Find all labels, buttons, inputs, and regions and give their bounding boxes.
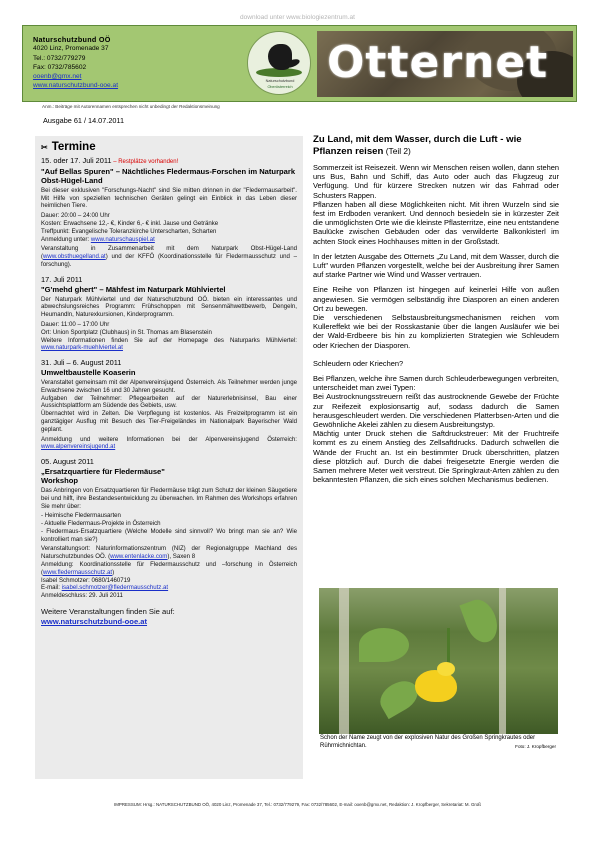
event-subtitle: Workshop [41, 475, 78, 485]
email-link[interactable]: ooenb@gmx.net [33, 73, 82, 81]
photo-caption [320, 735, 556, 750]
events-column [35, 136, 303, 779]
event-date-text: 15. oder 17. Juli 2011 [41, 156, 112, 165]
article-title-part: (Teil 2) [383, 145, 411, 156]
logo-sublabel: Oberösterreich [267, 85, 293, 89]
event-text [41, 245, 297, 268]
event-tasks: Aufgaben der Teilnehmer: Pflegearbeiten auf der Naturerlebnisinsel, Bau einer Aussichtsplattform am Südende des Gebiets, usw. [41, 394, 297, 410]
article-paragraph: Bei Austrocknungsstreuern reißt das austrocknende Gewebe der Früchte zur Reifezeit explosionsartig auf, sodass dadurch die Samen herausgeschleudert werden. Die verschiedenen Platterbsen-Arten und die Gewöhnliche Akelei zählen zu diesem Ausbreitungstyp. [313, 392, 559, 430]
event-item [41, 359, 297, 451]
event-accommodation: Übernachtet wird in Zelten. Die Verpflegung ist kostenlos. Als Freizeitprogramm ist ein ganztägiger Ausflug mit Besuch des Tier-Freigeländes im Nationalpark Bayerischer Wald geplant. [41, 410, 297, 433]
event-item [41, 157, 297, 269]
event-meeting-point: Treffpunkt: Evangelische Toleranzkirche Unterscharten, Scharten [41, 227, 217, 235]
event-title: „Ersatzquartiere für Fledermäuse" [41, 466, 165, 476]
footer-imprint: IMPRESSUM: Hrsg.: NATURSCHUTZBUND OÖ, 4020 Linz, Promenade 37, Tel.: 0732/779279, Fax: 0732/785602, E-mail: ooenb@gmx.net, Redaktion: J. Kropfberger, Sekretariat: M. Groß [114, 802, 481, 807]
event-date [41, 157, 297, 167]
more-events-link[interactable]: www.naturschutzbund-ooe.at [41, 616, 148, 626]
event-partner-text: ) und der KFFÖ (Koordinationsstelle für Fledermausschutz und –forschung). [41, 253, 297, 268]
event-partner-text: Veranstaltung in Zusammenarbeit mit dem Naturpark Obst-Hügel-Land ( [41, 245, 297, 261]
event-cost: Kosten: Erwachsene 12,- €, Kinder 6,- € inkl. Jause und Getränke [41, 219, 219, 227]
event-text [41, 379, 297, 434]
leaf-shape [359, 628, 409, 662]
event-text [41, 212, 297, 243]
event-link[interactable]: www.entenlacke.com [110, 553, 168, 561]
event-link[interactable]: www.alpenvereinsjugend.at [41, 443, 116, 451]
contact-block [33, 35, 118, 91]
event-text: Das Anbringen von Ersatzquartieren für Fledermäuse trägt zum Schutz der kleinen Säugetiere bei und hilft, ihre Bestandesentwicklung zu überwachen. Im Rahmen des Workshops erfahren Sie mehr über: [41, 486, 297, 510]
event-text: Bei dieser exklusiven "Forschungs-Nacht" sind Sie mitten drinnen in der "Fledermausarbeit". Mit Hilfe von speziellen technischen Geräten gelingt ein Einblick in das Leben dieser heimlichen Tiere. [41, 186, 297, 210]
otternet-brand-image [317, 31, 573, 97]
fax: Fax: 0732/785602 [33, 63, 87, 71]
event-date: 17. Juli 2011 [41, 274, 83, 284]
article-paragraph: Eine Reihe von Pflanzen ist hingegen auf keinerlei Hilfe von außen angewiesen. Sie vermögen selbständig ihre Diasporen an einen anderen Ort zu bewegen. [313, 285, 559, 313]
website-link[interactable]: www.naturschutzbund-ooe.at [33, 82, 119, 90]
article-paragraph: Bei Pflanzen, welche ihre Samen durch Schleuderbewegungen verbreiten, unterscheidet man zwei Typen: [313, 374, 559, 393]
event-link[interactable]: www.naturschauspiel.at [90, 235, 155, 243]
caption-text: Schon der Name zeugt von der explosiven Natur des Großen Springkrautes oder Rührmichnichtan. [320, 735, 536, 749]
event-email-label: E-mail: [41, 584, 62, 592]
event-bullets [41, 512, 297, 543]
event-email-link[interactable]: isabel.schmotzer@fledermausschutz.at [61, 584, 169, 592]
logo-label: Naturschutzbund [265, 79, 295, 83]
bullet-item: - Aktuelle Fledermaus-Projekte in Österreich [41, 520, 161, 528]
yellow-flower-shape [437, 662, 455, 676]
event-text [41, 545, 297, 600]
events-heading-text: Termine [51, 141, 96, 153]
naturschutzbund-logo [247, 31, 311, 95]
article-paragraph: Pflanzen haben all diese Möglichkeiten nicht. Mit ihren Wurzeln sind sie fest im Erdboden verankert. Und dennoch besiedeln sie in kürzester Zeit die unmöglichsten Orte wie die kleinste Pflasterritze, eine neu entstandene Baulücke zwischen Gebäuden oder das verwilderte Balkonkisterl im achten Stock eines Hochhauses mitten in der Großstadt. [313, 199, 559, 246]
scissors-icon: ✂ [41, 142, 48, 152]
article-subheading: Schleudern oder Kriechen? [313, 358, 404, 368]
event-link[interactable]: www.obsthuegelland.at [43, 253, 106, 261]
event-description: Veranstaltet gemeinsam mit der Alpenvereinsjugend Österreich. Als Teilnehmer werden junge Erwachsene zwischen 16 und 30 Jahren gesucht. [41, 378, 297, 394]
leaf-shape [459, 595, 502, 647]
event-venue: ), Saxen 8 [167, 553, 196, 561]
event-duration: Dauer: 20:00 – 24:00 Uhr [41, 212, 110, 220]
event-text [41, 436, 297, 452]
disclaimer: Anm.: Beiträge mit Autorennamen entsprechen nicht unbedingt der Redaktionsmeinung [42, 104, 220, 109]
event-text [41, 321, 297, 352]
event-deadline: Anmeldeschluss: 29. Juli 2011 [41, 592, 123, 600]
brand-wordmark: Otternet [327, 37, 549, 88]
download-note: download unter www.biologiezentrum.at [240, 14, 355, 21]
tree-trunk-shape [499, 588, 506, 734]
more-events [41, 607, 297, 626]
event-title: "Auf Bellas Spuren" – Nächtliches Fledermaus-Forschen im Naturpark Obst-Hügel-Land [41, 166, 296, 185]
event-link[interactable]: www.fledermausschutz.at [43, 568, 113, 576]
header-banner [22, 25, 577, 102]
springkraut-photo [319, 588, 558, 734]
event-duration: Dauer: 11:00 – 17:00 Uhr [41, 320, 110, 328]
article-paragraph: In der letzten Ausgabe des Otternets „Zu Land, mit dem Wasser, durch die Luft" wurden Pflanzen vorgestellt, welche bei der Ausbreitung ihrer Samen auf starke Partner wie Wind und Wasser vertrauen. [313, 251, 559, 280]
phone: Tel.: 0732/779279 [33, 54, 86, 62]
address: 4020 Linz, Promenade 37 [33, 45, 109, 53]
event-link[interactable]: www.naturpark-muehlviertel.at [41, 344, 123, 352]
event-note: – Restplätze vorhanden! [111, 159, 179, 165]
event-item [41, 276, 297, 352]
tree-trunk-shape [339, 588, 349, 734]
events-heading [41, 141, 297, 153]
event-registration: Anmeldung: Koordinationsstelle für Fledermausschutz und –forschung in Österreich ( [41, 561, 297, 576]
more-events-label: Weitere Veranstaltungen finden Sie auf: [41, 607, 175, 617]
article-paragraph: Die verschiedenen Selbstausbreitungsmechanismen reichen vom Kullereffekt wie bei der Rosskastanie über die langen Ausläufer wie bei der Wald-Erdbeere bis hin zu komplizierten Strategien wie Schleudern oder Kriechen der Diasporen. [313, 313, 559, 350]
event-title: "G'mehd ghert" – Mähfest im Naturpark Mühlviertel [41, 284, 226, 294]
event-contact: Isabel Schmotzer: 0680/1460719 [41, 576, 131, 584]
photo-credit: Foto: J. Kropfberger [515, 743, 556, 749]
event-registration: ) [112, 568, 115, 576]
issue-label: Ausgabe 61 / 14.07.2011 [43, 116, 125, 125]
event-date: 05. August 2011 [41, 457, 94, 467]
event-location: Ort: Union Sportplatz (Clubhaus) in St. Thomas am Blasenstein [41, 328, 212, 336]
event-info: Weitere Informationen finden Sie auf der Homepage des Naturparks Mühlviertel: [41, 336, 297, 344]
bullet-item: - Fledermaus-Ersatzquartiere (Welche Modelle sind sinnvoll? Wo bringt man sie an? Wie kontrolliert man sie?) [41, 527, 297, 543]
event-venue: Veranstaltungsort: Naturinformationszentrum (NIZ) der Regionalgruppe Machland des Naturschutzbundes OÖ. ( [41, 545, 297, 561]
bullet-item: - Heimische Fledermausarten [41, 512, 121, 520]
event-text: Der Naturpark Mühlviertel und der Naturschutzbund OÖ. bieten ein interessantes und abwechslungsreiches Programm: Frühschoppen mit Sensenmähwettbewerb, Dengeln, Heumandln, Naturexkursionen, Kinderprogramm. [41, 295, 297, 319]
event-title: Umweltbaustelle Koaserin [41, 367, 136, 377]
article-paragraph: Sommerzeit ist Reisezeit. Wenn wir Menschen reisen wollen, dann stehen uns Bus, Bahn und Schiff, das Auto oder auch das Flugzeug zur Verfügung. Und für kürzere Strecken nutzen wir das Fahrrad oder Schusters Rappen. [313, 163, 559, 200]
event-info: Anmeldung und weitere Informationen bei der Alpenvereinsjugend Österreich: [41, 435, 297, 443]
org-name: Naturschutzbund OÖ [33, 35, 111, 44]
event-item [41, 458, 297, 600]
article-column [313, 134, 559, 485]
article-title [313, 134, 559, 157]
event-registration-label: Anmeldung unter: [41, 235, 91, 243]
article-title-text: Zu Land, mit dem Wasser, durch die Luft - wie Pflanzen reisen [313, 134, 522, 157]
event-date: 31. Juli – 6. August 2011 [41, 358, 122, 368]
article-paragraph: Mächtig unter Druck stehen die Saftdruckstreuer: Mit der Fruchtreife kommt es zu einem Anstieg des Zellsaftdrucks. Dadurch schwellen die Wände der Frucht an. Ist ein bestimmter Druck überschritten, platzen diese plötzlich auf. Durch die dabei freigesetzte Energie werden die Samen mehrere Meter weit verstreut. Die Springkraut-Arten zählen zu den bekanntesten Pflanzen, die sich eines solchen Mechanismus bedienen. [313, 429, 559, 485]
